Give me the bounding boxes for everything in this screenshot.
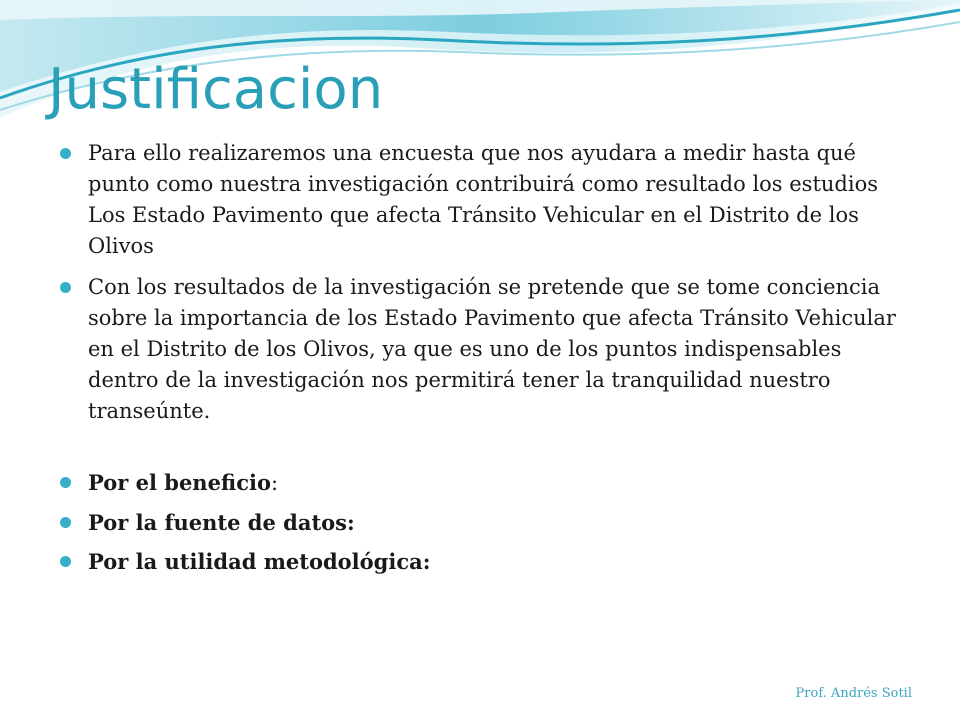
bullet-item-fuente-datos	[60, 507, 910, 538]
bullet-dot-icon	[60, 477, 71, 488]
bullet-bold-text: Por la fuente de datos:	[88, 510, 355, 535]
bullet-item	[60, 272, 910, 427]
footer-author: Prof. Andrés Sotil	[795, 686, 912, 701]
bullet-colon: :	[270, 471, 279, 495]
bullet-item	[60, 138, 910, 262]
bullet-dot-icon	[60, 148, 71, 159]
bullet-list	[60, 138, 910, 577]
bullet-text: Para ello realizaremos una encuesta que nos ayudara a medir hasta qué punto como nuestra investigación contribuirá como resultado los estudios Los Estado Pavimento que afecta Tránsito Vehicular en el Distrito de los Olivos	[88, 141, 879, 258]
bullet-dot-icon	[60, 517, 71, 528]
bullet-dot-icon	[60, 282, 71, 293]
bullet-bold-text: Por el beneficio	[88, 470, 271, 495]
slide-title: Justificacion	[48, 57, 384, 122]
bullet-item-beneficio	[60, 467, 910, 499]
bullet-bold-text: Por la utilidad metodológica:	[88, 549, 431, 574]
bullet-dot-icon	[60, 556, 71, 567]
bullet-text: Con los resultados de la investigación se pretende que se tome conciencia sobre la importancia de los Estado Pavimento que afecta Tránsito Vehicular en el Distrito de los Olivos, ya que es uno de los puntos indispensables dentro de la investigación nos permitirá tener la tranquilidad nuestro transeúnte.	[88, 275, 896, 423]
bullet-item-utilidad-metodologica	[60, 546, 910, 577]
bullet-text	[88, 467, 910, 499]
